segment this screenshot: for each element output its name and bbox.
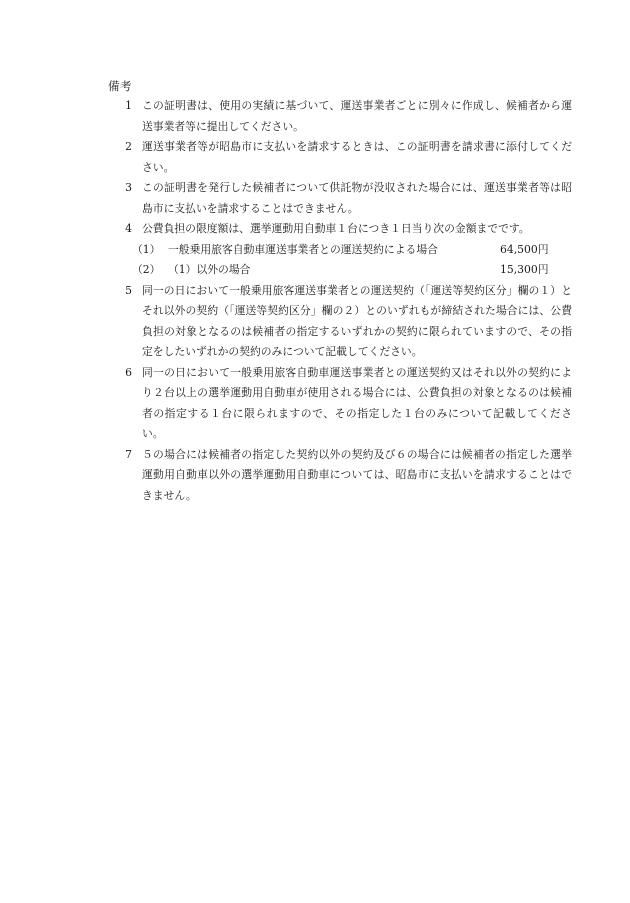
remark-item-6 xyxy=(110,363,572,445)
limit-description: 一般乗用旅客自動車運送事業者との運送契約による場合 xyxy=(168,242,438,256)
limit-amounts xyxy=(110,240,572,281)
limit-label: （2） xyxy=(132,263,161,276)
remark-text: 公費負担の限度額は、選挙運動用自動車１台につき１日当り次の金額までです。 xyxy=(142,222,530,235)
remark-text: この証明書は、使用の実績に基づいて、運送事業者ごとに別々に作成し、候補者から運送事業者等に提出してください。 xyxy=(142,99,572,133)
limit-amount: 64,500円 xyxy=(500,242,549,256)
remark-text: ５の場合には候補者の指定した契約以外の契約及び６の場合には候補者の指定した選挙運動用自動車以外の選挙運動用自動車については、昭島市に支払いを請求することはできません。 xyxy=(142,447,572,502)
remark-number: 1 xyxy=(125,99,132,112)
remark-item-5 xyxy=(110,281,572,363)
limit-row-1 xyxy=(132,240,572,261)
limit-label: （1） xyxy=(132,242,161,256)
remarks-list xyxy=(110,96,572,506)
remark-item-4 xyxy=(110,219,572,240)
remark-item-1 xyxy=(110,96,572,137)
remark-number: 6 xyxy=(125,365,132,379)
remark-item-3 xyxy=(110,178,572,219)
remark-number: 3 xyxy=(125,181,132,194)
remark-text: 運送事業者等が昭島市に支払いを請求するときは、この証明書を請求書に添付してください。 xyxy=(142,140,572,174)
remark-text: この証明書を発行した候補者について供託物が没収された場合には、運送事業者等は昭島市に支払いを請求することはできません。 xyxy=(142,181,572,215)
remark-number: 5 xyxy=(125,283,132,297)
limit-amount: 15,300円 xyxy=(500,263,549,276)
remark-number: 7 xyxy=(125,447,132,461)
remark-number: 2 xyxy=(125,140,132,153)
remark-text: 同一の日において一般乗用旅客運送事業者との運送契約（「運送等契約区分」欄の１）とそれ以外の契約（「運送等契約区分」欄の２）とのいずれもが締結された場合には、公費負担の対象となるのは候補者の指定するいずれかの契約に限られていますので、その指定をしたいずれかの契約のみについて記載してください。 xyxy=(142,283,572,358)
limit-row-2 xyxy=(132,260,572,281)
limit-description: （1）以外の場合 xyxy=(168,263,251,276)
remark-text: 同一の日において一般乗用旅客自動車運送事業者との運送契約又はそれ以外の契約により２台以上の選挙運動用自動車が使用される場合には、公費負担の対象となるのは候補者の指定する１台に限られますので、その指定した１台のみについて記載してください。 xyxy=(142,365,572,440)
remark-item-7 xyxy=(110,445,572,507)
remark-item-2 xyxy=(110,137,572,178)
remarks-heading: 備考 xyxy=(108,79,132,93)
remark-number: 4 xyxy=(125,222,132,235)
